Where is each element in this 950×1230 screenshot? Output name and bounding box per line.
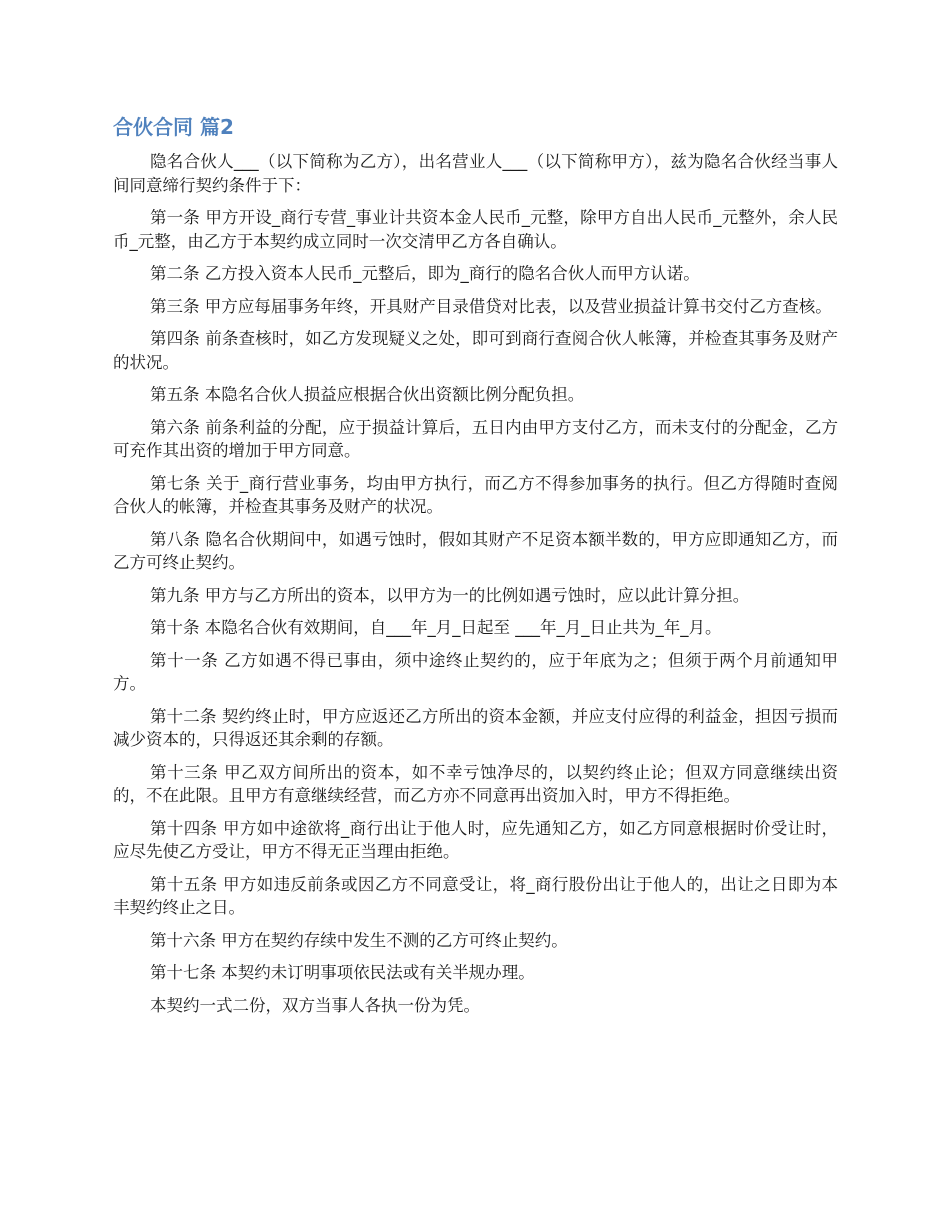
paragraph-article-3: 第三条 甲方应每届事务年终，开具财产目录借贷对比表，以及营业损益计算书交付乙方查核。 [150,296,832,316]
paragraph-article-1: 第一条 甲方开设_商行专营_事业计共资本金人民币_元整，除甲方自出人民币_元整外，余人民币_元整，由乙方于本契约成立同时一次交清甲乙方各自确认。 [113,208,838,251]
paragraph-article-2: 第二条 乙方投入资本人民币_元整后，即为_商行的隐名合伙人而甲方认诺。 [150,264,700,283]
paragraph-preamble: 隐名合伙人___（以下简称为乙方），出名营业人___（以下简称甲方），兹为隐名合伙经当事人间同意缔行契约条件于下： [113,152,838,195]
paragraph-article-8: 第八条 隐名合伙期间中，如遇亏蚀时，假如其财产不足资本额半数的，甲方应即通知乙方，而乙方可终止契约。 [113,529,838,572]
paragraph-article-15: 第十五条 甲方如违反前条或因乙方不同意受让，将_商行股份出让于他人的，出让之日即为本丰契约终止之日。 [113,874,838,917]
paragraph-article-5: 第五条 本隐名合伙人损益应根据合伙出资额比例分配负担。 [150,385,585,404]
paragraph-article-10: 第十条 本隐名合伙有效期间，自___年_月_日起至 ___年_月_日止共为_年_月。 [150,618,722,637]
paragraph-article-12: 第十二条 契约终止时，甲方应返还乙方所出的资本金额，并应支付应得的利益金，担因亏损而减少资本的，只得返还其余剩的存额。 [113,706,838,749]
paragraph-article-7: 第七条 关于_商行营业事务，均由甲方执行，而乙方不得参加事务的执行。但乙方得随时查阅合伙人的帐簿，并检查其事务及财产的状况。 [113,473,838,516]
paragraph-article-16: 第十六条 甲方在契约存续中发生不测的乙方可终止契约。 [150,930,568,950]
document-body [113,150,838,1026]
paragraph-closing: 本契约一式二份，双方当事人各执一份为凭。 [150,995,480,1015]
paragraph-article-14: 第十四条 甲方如中途欲将_商行出让于他人时，应先通知乙方，如乙方同意根据时价受让时，应尽先使乙方受让，甲方不得无正当理由拒绝。 [113,818,838,861]
paragraph-article-11: 第十一条 乙方如遇不得已事由，须中途终止契约的，应于年底为之；但须于两个月前通知甲方。 [113,650,838,693]
paragraph-article-13: 第十三条 甲乙双方间所出的资本，如不幸亏蚀净尽的，以契约终止论；但双方同意继续出资的，不在此限。且甲方有意继续经营，而乙方亦不同意再出资加入时，甲方不得拒绝。 [113,762,838,805]
paragraph-article-9: 第九条 甲方与乙方所出的资本，以甲方为一的比例如遇亏蚀时，应以此计算分担。 [150,585,750,605]
paragraph-article-17: 第十七条 本契约未订明事项依民法或有关半规办理。 [150,963,535,982]
paragraph-article-6: 第六条 前条利益的分配，应于损益计算后，五日内由甲方支付乙方，而未支付的分配金，乙方可充作其出资的增加于甲方同意。 [113,417,838,460]
document-title: 合伙合同 篇2 [113,115,234,139]
paragraph-article-4: 第四条 前条查核时，如乙方发现疑义之处，即可到商行查阅合伙人帐簿，并检查其事务及财产的状况。 [113,329,838,372]
